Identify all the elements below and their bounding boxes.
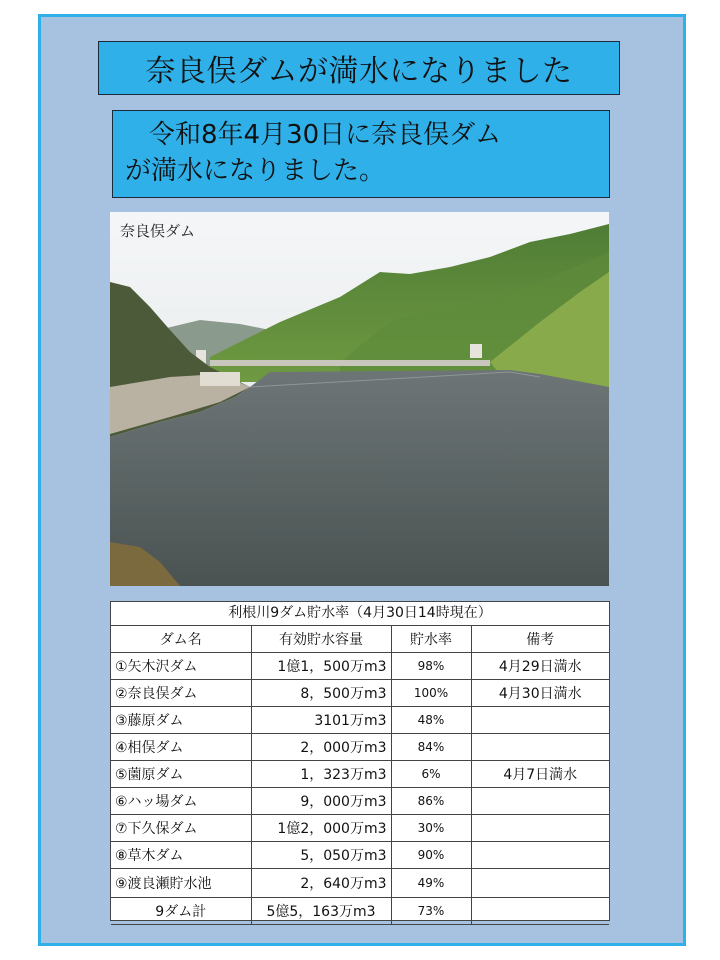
dam-rate: 48% (391, 707, 471, 734)
dam-capacity: 5，050万m3 (251, 842, 391, 869)
table-title: 利根川9ダム貯水率（4月30日14時現在） (111, 602, 609, 626)
table-row (111, 788, 609, 815)
dam-name: ⑧草木ダム (111, 842, 251, 869)
dam-note (471, 815, 609, 842)
table-header-row (111, 626, 609, 653)
dam-name: ①矢木沢ダム (111, 653, 251, 680)
subheadline-banner (112, 110, 610, 198)
header-rate: 貯水率 (391, 626, 471, 653)
dam-capacity: 1，323万m3 (251, 761, 391, 788)
dam-name: ⑨渡良瀬貯水池 (115, 876, 212, 892)
headline-banner (98, 41, 620, 95)
table-row (111, 842, 609, 869)
subheadline-line-1: 令和8年4月30日に奈良俣ダム (149, 120, 502, 150)
table-row (111, 734, 609, 761)
table-row (111, 653, 609, 680)
table-row (111, 707, 609, 734)
dam-rate: 86% (391, 788, 471, 815)
subheadline-line-2: が満水になりました。 (125, 156, 386, 186)
dam-rate: 30% (391, 815, 471, 842)
header-capacity: 有効貯水容量 (251, 626, 391, 653)
reservoir-table (110, 601, 610, 921)
dam-rate: 6% (391, 761, 471, 788)
dam-name-with-ruby (111, 869, 251, 898)
total-label: 9ダム計 (111, 898, 251, 925)
dam-name: ⑤薗原ダム (111, 761, 251, 788)
dam-rate: 100% (391, 680, 471, 707)
dam-capacity: 8，500万m3 (251, 680, 391, 707)
dam-photo (110, 212, 609, 586)
dam-note: 4月30日満水 (471, 680, 609, 707)
photo-caption: 奈良俣ダム (120, 222, 196, 240)
ruby-watarase (145, 869, 175, 871)
dam-name: ④相俣ダム (111, 734, 251, 761)
dam-name: ②奈良俣ダム (111, 680, 251, 707)
header-dam-name: ダム名 (111, 626, 251, 653)
dam-rate: 98% (391, 653, 471, 680)
table-total-row (111, 898, 609, 925)
reservoir-rate-table (111, 626, 609, 925)
dam-name: ⑦下久保ダム (111, 815, 251, 842)
dam-note (471, 734, 609, 761)
ruby-chosuichi (193, 869, 230, 871)
dam-capacity: 9，000万m3 (251, 788, 391, 815)
dam-rate: 84% (391, 734, 471, 761)
total-capacity: 5億5，163万m3 (251, 898, 391, 925)
dam-rate: 90% (391, 842, 471, 869)
dam-note (471, 707, 609, 734)
dam-photo-illustration (110, 212, 609, 586)
headline-text: 奈良俣ダムが満水になりました (145, 54, 573, 89)
dam-rate: 49% (391, 869, 471, 898)
dam-note (471, 788, 609, 815)
dam-capacity: 1億1，500万m3 (251, 653, 391, 680)
dam-note: 4月7日満水 (471, 761, 609, 788)
dam-capacity: 2，640万m3 (251, 869, 391, 898)
header-note: 備考 (471, 626, 609, 653)
table-row (111, 680, 609, 707)
dam-note: 4月29日満水 (471, 653, 609, 680)
dam-name: ③藤原ダム (111, 707, 251, 734)
dam-capacity: 2，000万m3 (251, 734, 391, 761)
dam-note (471, 842, 609, 869)
total-rate: 73% (391, 898, 471, 925)
table-row (111, 815, 609, 842)
dam-name: ⑥ハッ場ダム (111, 788, 251, 815)
total-note (471, 898, 609, 925)
table-row (111, 761, 609, 788)
table-row (111, 869, 609, 898)
dam-note (471, 869, 609, 898)
dam-capacity: 3101万m3 (251, 707, 391, 734)
dam-capacity: 1億2，000万m3 (251, 815, 391, 842)
